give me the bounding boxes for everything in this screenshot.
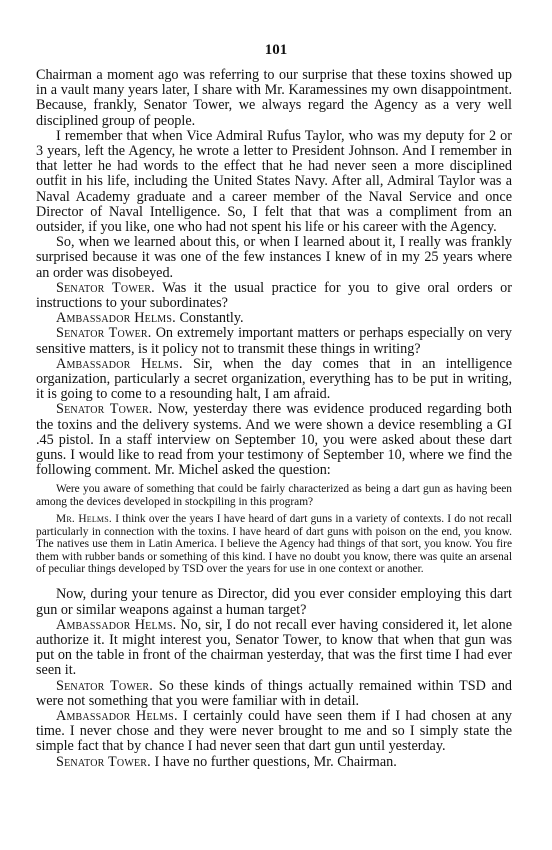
paragraph-text: Constantly.	[179, 310, 244, 327]
speaker-name: Senator Tower.	[56, 677, 154, 694]
paragraph-text: Were you aware of something that could be fairly characterized as being a dart gun as having been among the devices developed in stockpiling in this program?	[36, 483, 512, 508]
paragraph-text: Was it the usual practice for you to give oral orders or instructions to your subordinates?	[36, 279, 512, 312]
speaker-name: Senator Tower.	[56, 279, 155, 296]
paragraph-text: Now, during your tenure as Director, did you ever consider employing this dart gun or similar weapons against a human target?	[36, 586, 512, 618]
speaker-name: Ambassador Helms.	[56, 616, 177, 633]
speaker-name: Ambassador Helms.	[56, 310, 176, 327]
transcript-paragraph	[36, 755, 512, 770]
paragraph-text: I have no further questions, Mr. Chairman.	[154, 753, 397, 770]
transcript-paragraph	[36, 679, 512, 709]
transcript-paragraph	[36, 587, 512, 617]
transcript-paragraph	[36, 235, 512, 281]
speaker-name: Senator Tower.	[56, 753, 151, 770]
speaker-name: Senator Tower.	[56, 325, 152, 342]
paragraph-text: Chairman a moment ago was referring to our surprise that these toxins showed up in a vault many years later, I share with Mr. Karamessines my own disappointment. Because, frankly, Senator Tower, we always regard the Agency as a very well disciplined group of people.	[36, 67, 512, 129]
paragraph-text: Now, yesterday there was evidence produced regarding both the toxins and the delivery systems. And we were shown a device resembling a GI .45 pistol. In a staff interview on September 10, you were asked about these dart guns. I would like to read from your testimony of September 10, where we find the following comment. Mr. Michel asked the question:	[36, 401, 512, 479]
speaker-name: Mr. Helms.	[56, 513, 112, 526]
transcript-paragraph	[36, 357, 512, 403]
paragraph-text: I think over the years I have heard of dart guns in a variety of contexts. I do not recall particularly in connection with the toxins. I have heard of dart guns with poison on the end, you know. The natives use them in Latin America. I believe the Agency had things of that sort, you know. You fire them with rubber bands or something of this kind. I have no doubt you know, there was quite an arsenal of peculiar things developed by TSD over the years for use in one context or another.	[36, 513, 512, 575]
speaker-name: Ambassador Helms.	[56, 707, 178, 724]
speaker-name: Ambassador Helms.	[56, 355, 183, 372]
transcript-paragraph	[36, 326, 512, 356]
testimony-quote	[36, 513, 512, 575]
paragraph-text: No, sir, I do not recall ever having considered it, let alone authorize it. It might interest you, Senator Tower, to know that when that gun was put on the table in front of the chairman yesterday, that was the first time I had ever seen it.	[36, 616, 512, 679]
paragraph-text: So, when we learned about this, or when I learned about it, I really was frankly surprised because it was one of the few instances I knew of in my 25 years where an order was disobeyed.	[36, 234, 512, 281]
transcript-paragraph	[36, 129, 512, 235]
paragraph-text: Sir, when the day comes that in an intelligence organization, particularly a secret organization, everything has to be put in writing, it is going to come to a resounding halt, I am afraid.	[36, 355, 512, 403]
speaker-name: Senator Tower.	[56, 401, 153, 418]
transcript-paragraph	[36, 402, 512, 478]
document-body	[36, 68, 512, 770]
transcript-paragraph	[36, 709, 512, 755]
paragraph-text: So these kinds of things actually remained within TSD and were not something that you were familiar with in detail.	[36, 677, 513, 709]
page-number: 101	[264, 42, 288, 58]
transcript-paragraph	[36, 311, 512, 326]
transcript-paragraph	[36, 68, 512, 129]
transcript-paragraph	[36, 618, 512, 679]
transcript-paragraph	[36, 281, 512, 311]
paragraph-text: I remember that when Vice Admiral Rufus Taylor, who was my deputy for 2 or 3 years, left the Agency, he wrote a letter to President Johnson. And I remember in that letter he had words to the effect that he had never seen a more disciplined outfit in his life, including the United States Navy. After all, Admiral Taylor was a Naval Academy graduate and a career member of the Naval Service and once Director of Naval Intelligence. So, I felt that that was a compliment from an outsider, if you like, one who had not spent his life or his career with the Agency.	[36, 127, 512, 236]
testimony-quote	[36, 483, 512, 508]
paragraph-text: I certainly could have seen them if I had chosen at any time. I never chose and they were never brought to me and so I simply state the simple fact that by chance I had never seen that dart gun until yesterday.	[36, 707, 513, 755]
paragraph-text: On extremely important matters or perhaps especially on very sensitive matters, is it policy not to transmit these things in writing?	[36, 325, 513, 357]
